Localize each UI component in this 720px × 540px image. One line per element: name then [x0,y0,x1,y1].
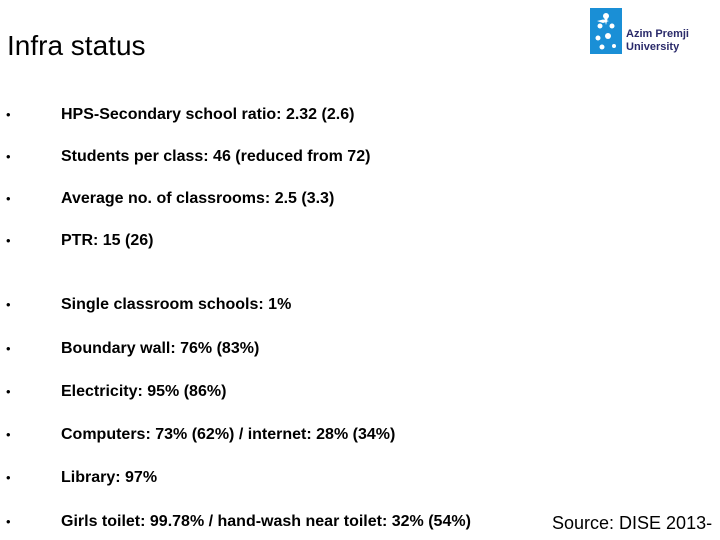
bullet-glyph: • [6,233,11,248]
bullet-item [0,337,540,361]
bullet-glyph: • [6,297,11,312]
source-note: Source: DISE 2013- [552,513,713,533]
bullet-text: Library: 97% [61,469,158,486]
slide-title: Infra status [7,30,146,61]
bullet-glyph: • [6,427,11,442]
bullet-glyph: • [6,514,11,529]
bullet-text: HPS-Secondary school ratio: 2.32 (2.6) [61,106,355,123]
bullet-glyph: • [6,470,11,485]
bullet-glyph: • [6,107,11,122]
bullet-item [0,380,540,404]
bullet-item [0,423,540,447]
bullet-text: Students per class: 46 (reduced from 72) [61,148,371,165]
bullet-item [0,229,540,253]
bullet-text: Electricity: 95% (86%) [61,383,227,400]
bullet-text: Computers: 73% (62%) / internet: 28% (34%) [61,426,396,443]
bullet-glyph: • [6,149,11,164]
bullet-glyph: • [6,191,11,206]
bullet-item [0,293,540,317]
bullet-text: Single classroom schools: 1% [61,296,292,313]
bullet-item [0,103,540,127]
bullet-item [0,187,540,211]
bullet-item [0,466,540,490]
logo-line-2: University [626,41,680,53]
bullet-glyph: • [6,341,11,356]
bullet-glyph: • [6,384,11,399]
bullet-text: Girls toilet: 99.78% / hand-wash near toilet: 32% (54%) [61,513,471,530]
bullet-text: PTR: 15 (26) [61,232,154,249]
bullet-text: Boundary wall: 76% (83%) [61,340,260,357]
logo-line-1: Azim Premji [626,28,689,40]
bullet-item [0,510,540,534]
bullet-item [0,145,540,169]
bullet-text: Average no. of classrooms: 2.5 (3.3) [61,190,335,207]
